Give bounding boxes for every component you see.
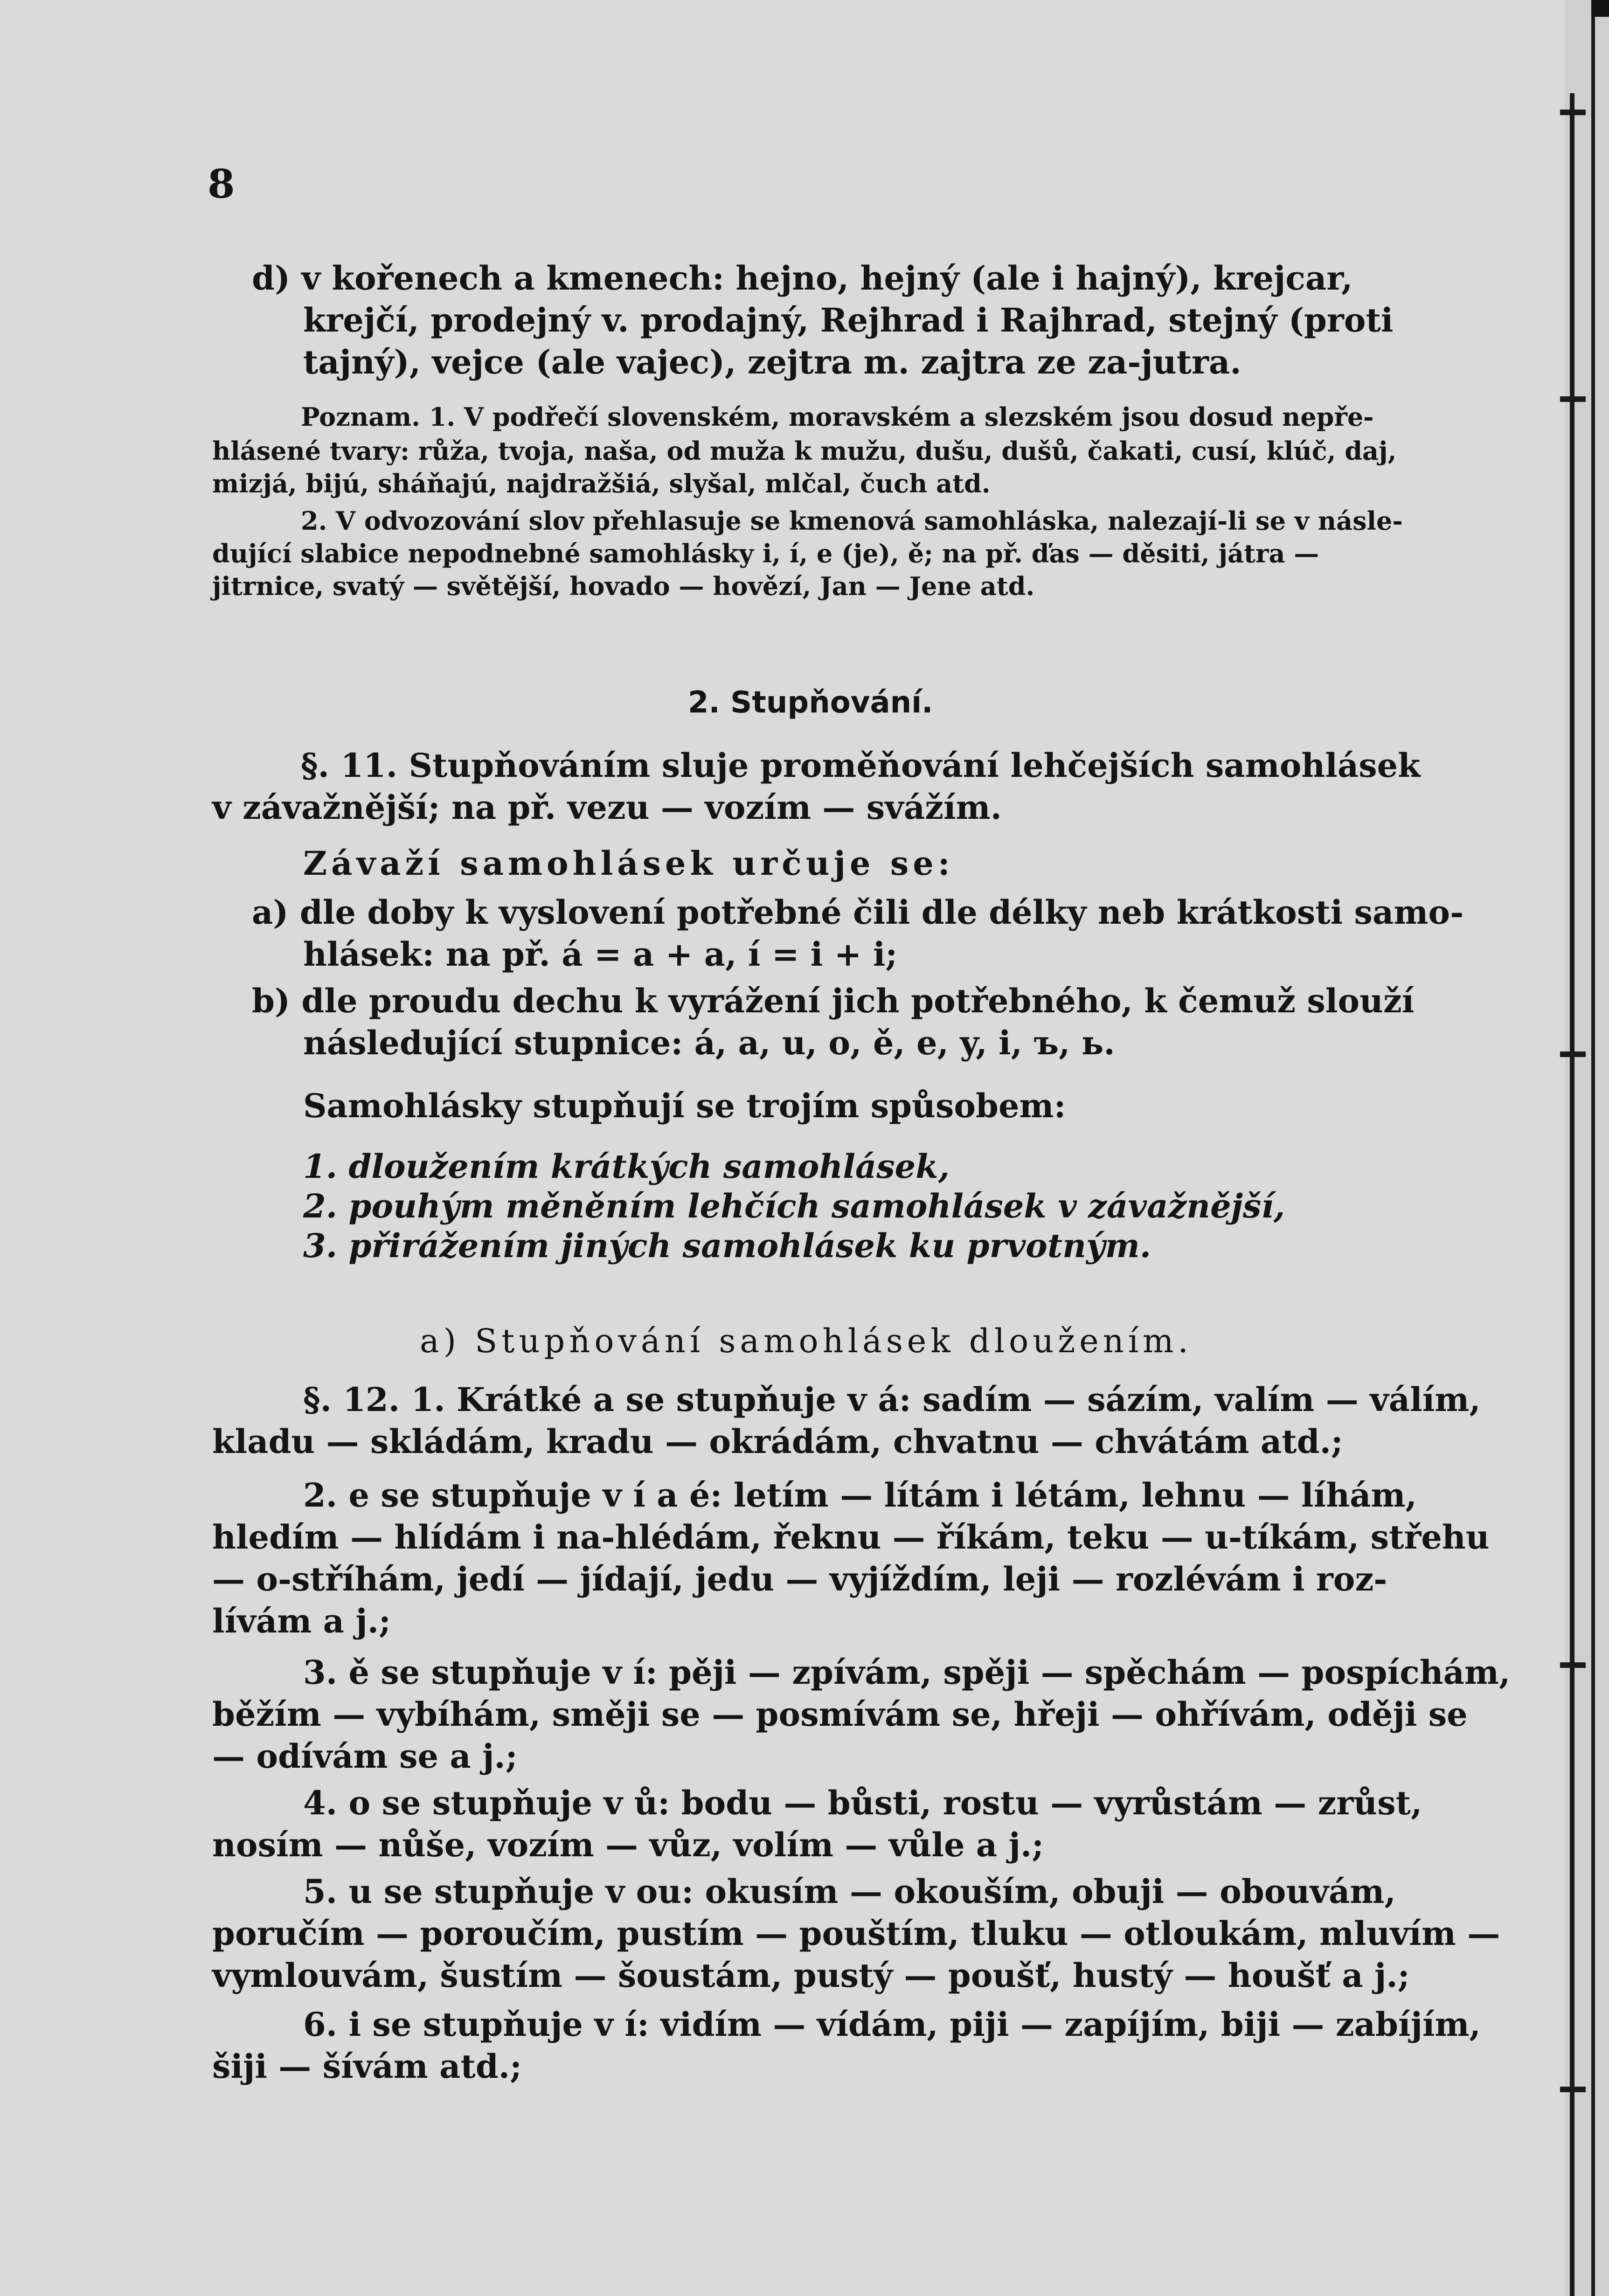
text-line: šiji — šívám atd.; [212,2047,522,2086]
text-line: — odívám se a j.; [212,1737,518,1776]
text-line: nosím — nůše, vozím — vůz, volím — vůle a j.; [212,1826,1044,1864]
text-line: a) dle doby k vyslovení potřebné čili dle délky neb krátkosti samo- [252,893,1464,932]
list-item: 1. dloužením krátkých samohlásek, [303,1147,950,1186]
subsection-heading: a) Stupňování samohlásek dloužením. [420,1322,1193,1360]
text-line: lívám a j.; [212,1602,391,1640]
note-line: 2. V odvozování slov přehlasuje se kmenová samohláska, nalezají-li se v násle- [301,506,1403,536]
text-line: poručím — poroučím, pustím — pouštím, tluku — otloukám, mluvím — [212,1914,1500,1953]
text-line: 6. i se stupňuje v í: vidím — vídám, piji — zapíjím, biji — zabíjím, [303,2005,1481,2044]
text-line: d) v kořenech a kmenech: hejno, hejný (ale i hajný), krejcar, [252,259,1353,297]
text-line: — o-stříhám, jedí — jídají, jedu — vyjíždím, leji — rozlévám i roz- [212,1560,1387,1598]
edge-tick [1560,2087,1586,2092]
edge-tick [1560,110,1586,115]
text-line: hledím — hlídám i na-hlédám, řeknu — říkám, teku — u-tíkám, střehu [212,1518,1490,1556]
text-line: 4. o se stupňuje v ů: bodu — bůsti, rostu — vyrůstám — zrůst, [303,1784,1422,1822]
list-item: 2. pouhým měněním lehčích samohlásek v závažnější, [303,1187,1285,1225]
note-line: jitrnice, svatý — světější, hovado — hovězí, Jan — Jene atd. [212,571,1035,601]
text-line: krejčí, prodejný v. prodajný, Rejhrad i Rajhrad, stejný (proti [303,301,1394,339]
section-heading: 2. Stupňování. [688,685,933,720]
text-line: §. 12. 1. Krátké a se stupňuje v á: sadím — sázím, valím — válím, [303,1380,1481,1419]
text-line: 3. ě se stupňuje v í: pěji — zpívám, spěji — spěchám — pospíchám, [303,1653,1511,1692]
text-line: následující stupnice: á, a, u, o, ě, e, y, i, ъ, ь. [303,1024,1115,1062]
edge-tick [1560,1051,1586,1057]
text-line: 2. e se stupňuje v í a é: letím — lítám i létám, lehnu — líhám, [303,1476,1417,1515]
note-line: hlásené tvary: růža, tvoja, naša, od muža k mužu, dušu, dušů, čakati, cusí, klúč, daj, [212,436,1397,466]
text-line: tajný), vejce (ale vajec), zejtra m. zajtra ze za-jutra. [303,343,1241,381]
edge-tick [1560,396,1586,402]
note-line: mizjá, bijú, sháňajú, najdražšiá, slyšal, mlčal, čuch atd. [212,469,991,498]
scan-corner [1591,0,1609,17]
text-line: hlásek: na př. á = a + a, í = i + i; [303,935,898,974]
text-line: vymlouvám, šustím — šoustám, pustý — poušť, hustý — houšť a j.; [212,1956,1410,1995]
text-line: Samohlásky stupňují se trojím spůsobem: [303,1086,1066,1125]
text-line: běžím — vybíhám, směji se — posmívám se, hřeji — ohřívám, oději se [212,1695,1468,1734]
note-line: Poznam. 1. V podřečí slovenském, moravském a slezském jsou dosud nepře- [301,402,1374,432]
binding-line [1570,93,1574,2296]
note-line: dující slabice nepodnebné samohlásky i, í, e (je), ě; na př. ďas — děsiti, játra — [212,539,1319,568]
text-line: b) dle proudu dechu k vyrážení jich potřebného, k čemuž slouží [252,982,1415,1020]
text-line: Závaží samohlásek určuje se: [303,844,954,883]
text-line: v závažnější; na př. vezu — vozím — svážím. [212,788,1002,827]
page-number: 8 [208,161,235,207]
scan-border [1591,0,1595,2296]
text-line: kladu — skládám, kradu — okrádám, chvatnu — chvátám atd.; [212,1422,1343,1461]
text-line: 5. u se stupňuje v ou: okusím — okouším, obuji — obouvám, [303,1872,1396,1911]
text-line: §. 11. Stupňováním sluje proměňování lehčejších samohlásek [301,746,1421,785]
edge-tick [1560,1662,1586,1668]
list-item: 3. přirážením jiných samohlásek ku prvotným. [303,1226,1151,1265]
